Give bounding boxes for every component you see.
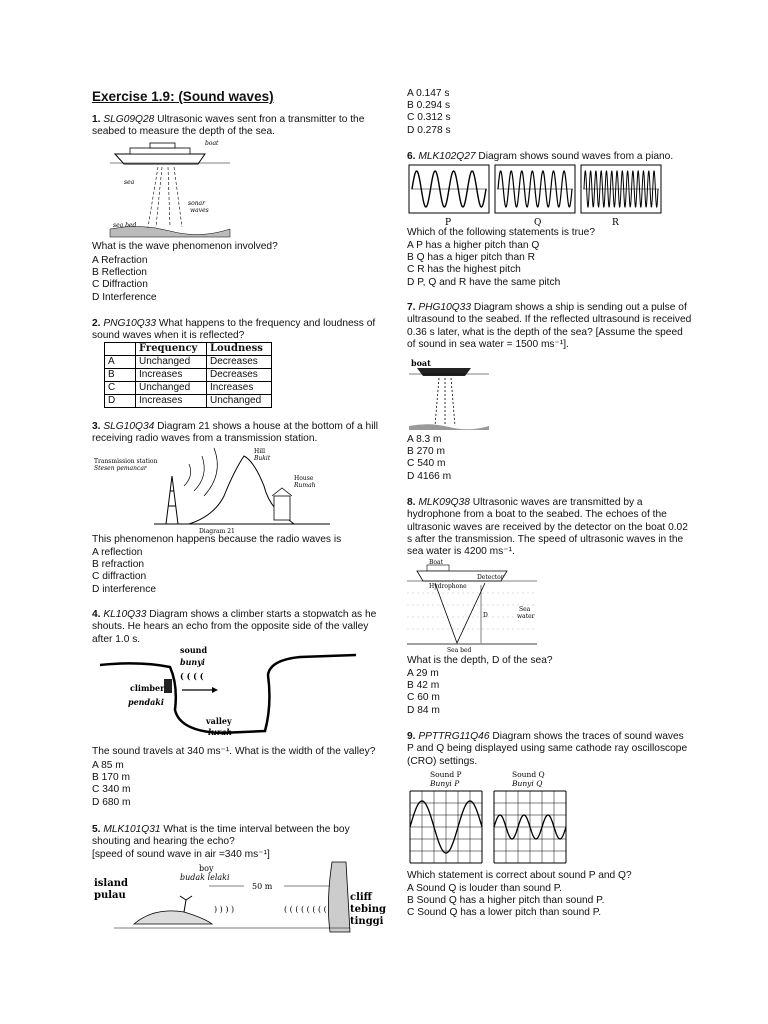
wave-label-r: R [612,218,619,228]
table-cell: Unchanged [136,356,207,369]
fig-sound-label: sound [180,645,208,655]
q2-number: 2. [92,318,101,329]
q2-code: PNG10Q33 [103,318,157,329]
q4-option-b: B 170 m [92,772,130,784]
q8-text-2: hydrophone from a boat to the seabed. The echoes of the [407,509,667,521]
q1-text: Ultrasonic waves sent fron a transmitter to the [154,114,365,125]
q4-option-d: D 680 m [92,796,131,808]
q9-options [407,883,604,920]
fig-tebing-label: tebing [350,904,387,915]
q5-text-2: shouting and hearing the echo? [92,836,235,848]
q8-option-c: C 60 m [407,692,440,704]
table-header-row [105,343,272,356]
q8-option-a: A 29 m [407,668,439,679]
table-row [105,369,272,382]
question-6 [407,151,673,163]
q3-question: This phenomenon happens because the radio waves is [92,534,342,545]
q8-option-d: D 84 m [407,704,440,716]
house [274,496,290,520]
q5-options [407,88,451,137]
table-cell: Unchanged [136,382,207,395]
q7-options [407,434,451,483]
fig-waves-left: ( ( ( ( ( ( ( ( [284,905,327,914]
climber-figure [164,679,172,693]
table-cell: D [105,395,136,408]
fig-pendaki-label: pendaki [128,697,164,707]
fig-caption: Diagram 21 [199,528,235,535]
fig-boy-label: boy [199,864,214,873]
q4-number: 4. [92,609,101,620]
valley-diagram [100,645,356,737]
question-4 [92,609,376,646]
fig-waves-right: ) ) ) ) [214,905,235,914]
fig-lurah-label: lurah [208,727,233,737]
q7-text-2: ultrasound to the seabed. If the reflected ultrasound is received [407,314,692,326]
fig-house-label: House [294,475,314,482]
q5-option-b: B 0.294 s [407,100,451,112]
q6-option-c: C R has the highest pitch [407,264,521,276]
q5-text-3: [speed of sound wave in air =340 ms⁻¹] [92,848,270,860]
question-3 [92,421,378,446]
fig-island-label: island [94,878,128,889]
ship-hull [417,368,471,376]
q3-options [92,547,156,596]
q3-option-a: A reflection [92,547,143,558]
fig-climber-label: climber [130,683,165,693]
q7-number: 7. [407,302,416,313]
fig-bunyi-p-label: Bunyi P [430,779,460,788]
q4-question: The sound travels at 340 ms⁻¹. What is the width of the valley? [92,746,376,757]
q9-text-2: P and Q being displayed using same cathode ray oscilloscope [407,743,688,755]
fig-sound-p-label: Sound P [430,770,462,779]
fig-cliff-label: cliff [350,892,372,903]
q9-option-c: C Sound Q has a lower pitch than sound P. [407,907,602,919]
q5-option-d: D 0.278 s [407,124,451,136]
cro-diagram [410,769,570,867]
q9-text: Diagram shows the traces of sound waves [489,731,684,742]
q2-text: What happens to the frequency and loudness of [156,318,376,329]
q9-number: 9. [407,731,416,742]
q4-code: KL10Q33 [103,609,147,620]
q8-options [407,668,440,717]
table-row [105,395,272,408]
ship-pulse-diagram [409,356,489,430]
table-header-loudness: Loudness [206,343,271,356]
fig-sound-waves: ( ( ( ( [180,671,204,681]
q6-option-a: A P has a higher pitch than Q [407,240,540,251]
hydrophone-diagram [407,561,537,653]
fig-sound-q-label: Sound Q [512,770,545,779]
fig-hydrophone-label: Hydrophone [429,583,467,590]
table-row [105,382,272,395]
q7-text: Diagram shows a ship is sending out a pulse of [471,302,687,313]
fig-station-my-label: Stesen pemancar [94,465,147,472]
palm-tree [180,896,192,912]
ultrasound-pulse [435,378,455,426]
q5-option-c: C 0.312 s [407,112,451,124]
q1-option-a: A Refraction [92,255,148,266]
q1-option-c: C Diffraction [92,279,148,291]
q3-text-2: receiving radio waves from a transmission station. [92,433,318,445]
q6-code: MLK102Q27 [418,151,476,162]
question-8 [407,497,688,558]
q1-text-2: seabed to measure the depth of the sea. [92,126,275,138]
q3-text: Diagram 21 shows a house at the bottom of a hill [154,421,379,432]
sonar-diagram [110,137,230,237]
fig-hill-label: Hill [254,448,265,455]
q3-number: 3. [92,421,101,432]
boat-cabin [150,143,175,148]
q3-option-d: D interference [92,583,156,595]
fig-boat-label: Boat [429,559,444,566]
q8-option-b: B 42 m [407,680,440,692]
q9-text-3: (CRO) settings. [407,755,478,767]
table-cell: B [105,369,136,382]
wave-label-p: P [445,218,452,228]
q1-code: SLG09Q28 [103,114,155,125]
ultrasonic-path [435,583,485,643]
fig-waves-label: waves [190,207,209,214]
fig-boy-my-label: budak lelaki [180,873,230,882]
sound-arrow-head [212,687,218,693]
table-header-frequency: Frequency [136,343,207,356]
q7-option-b: B 270 m [407,446,445,458]
q4-text-3: after 1.0 s. [92,633,141,645]
q1-option-d: D Interference [92,291,157,303]
transmission-tower [166,476,178,524]
boat-deck [130,148,190,154]
question-7 [407,302,691,351]
q3-option-c: C diffraction [92,571,147,583]
q6-question: Which of the following statements is true? [407,227,595,238]
q3-option-b: B refraction [92,559,145,571]
table-cell: Increases [136,395,207,408]
fig-distance-label: 50 m [252,882,273,891]
q9-question: Which statement is correct about sound P and Q? [407,870,632,881]
sonar-waves [148,167,182,227]
q4-text: Diagram shows a climber starts a stopwatch as he [146,609,377,620]
q8-number: 8. [407,497,416,508]
q5-code: MLK101Q31 [103,824,161,835]
q8-text-4: s after the transmission. The speed of ultrasonic waves in the [407,533,684,545]
fig-house-my-label: Rumah [294,482,316,489]
q5-text: What is the time interval between the boy [160,824,350,835]
q8-code: MLK09Q38 [418,497,470,508]
cliff-diagram [94,862,387,938]
q1-number: 1. [92,114,101,125]
fig-tinggi-label: tinggi [350,916,384,927]
house-roof [272,488,292,496]
q7-code: PHG10Q33 [418,302,472,313]
q6-option-d: D P, Q and R have the same pitch [407,276,561,288]
q1-option-b: B Reflection [92,267,147,279]
q6-options [407,240,560,289]
fig-sea-label: Sea [519,606,531,613]
fig-depth-label: D [483,612,488,619]
q7-option-a: A 8.3 m [407,434,442,445]
radio-waves [184,448,217,496]
fig-bunyi-label: bunyi [180,657,205,667]
q9-option-a: A Sound Q is louder than sound P. [407,883,562,894]
fig-water-label: water [517,613,535,620]
question-2 [92,318,375,343]
q7-option-d: D 4166 m [407,470,452,482]
fig-hill-my-label: Bukit [254,455,271,462]
fig-sea-label: sea [124,179,135,186]
q9-option-b: B Sound Q has a higher pitch than sound P. [407,895,605,907]
q7-text-3: 0.36 s later, what is the depth of the sea? [Assume the speed [407,326,683,338]
table-cell: Decreases [206,356,271,369]
piano-waves-diagram [409,165,661,227]
q4-text-2: shouts. He hears an echo from the opposite side of the valley [92,621,369,633]
question-9 [407,731,687,768]
table-cell: Decreases [206,369,271,382]
q6-text: Diagram shows sound waves from a piano. [475,151,674,162]
fig-station-label: Transmission station [94,458,158,465]
q8-text-5: sea water is 4200 ms⁻¹. [407,546,515,558]
q6-option-b: B Q has a higer pitch than R [407,252,535,264]
q2-table [104,342,272,408]
q5-option-a: A 0.147 s [407,88,450,99]
fig-valley-label: valley [206,716,232,726]
cliff-shape [328,862,350,932]
fig-detector-label: Detector [477,574,504,581]
q9-code: PPTTRG11Q46 [418,731,490,742]
q4-option-c: C 340 m [92,784,131,796]
wave-label-q: Q [534,218,542,228]
q3-code: SLG10Q34 [103,421,155,432]
table-cell: Increases [206,382,271,395]
q5-number: 5. [92,824,101,835]
table-cell: Unchanged [206,395,271,408]
fig-boat-label: boat [205,140,219,147]
page-title: Exercise 1.9: (Sound waves) [92,89,274,104]
table-row [105,356,272,369]
fig-bunyi-q-label: Bunyi Q [512,779,543,788]
island-shape [134,911,212,924]
fig-boat-label: boat [411,358,431,368]
fig-sonar-label: sonar [188,200,206,207]
q7-text-4: of sound in sea water = 1500 ms⁻¹]. [407,338,569,350]
fig-seabed-label: Sea bed [447,647,472,654]
q1-question: What is the wave phenomenon involved? [92,241,278,252]
fig-seabed-label: sea bed [113,222,137,229]
table-cell: C [105,382,136,395]
fig-pulau-label: pulau [94,890,126,901]
q8-text-3: ultrasonic waves are received by the detector on the boat 0.02 [407,521,688,533]
q8-question: What is the depth, D of the sea? [407,655,553,666]
q8-text: Ultrasonic waves are transmitted by a [469,497,643,508]
q2-text-2: sound waves when it is reflected? [92,330,245,342]
table-cell: Increases [136,369,207,382]
q4-options [92,760,131,809]
table-header-blank [105,343,136,356]
radio-wave-diagram [94,446,330,534]
question-1 [92,114,364,139]
boat-hull [115,154,205,164]
question-5 [92,824,350,861]
q7-option-c: C 540 m [407,458,446,470]
seabed [409,424,489,430]
q4-option-a: A 85 m [92,760,124,771]
q1-options [92,255,157,304]
q6-number: 6. [407,151,416,162]
table-cell: A [105,356,136,369]
